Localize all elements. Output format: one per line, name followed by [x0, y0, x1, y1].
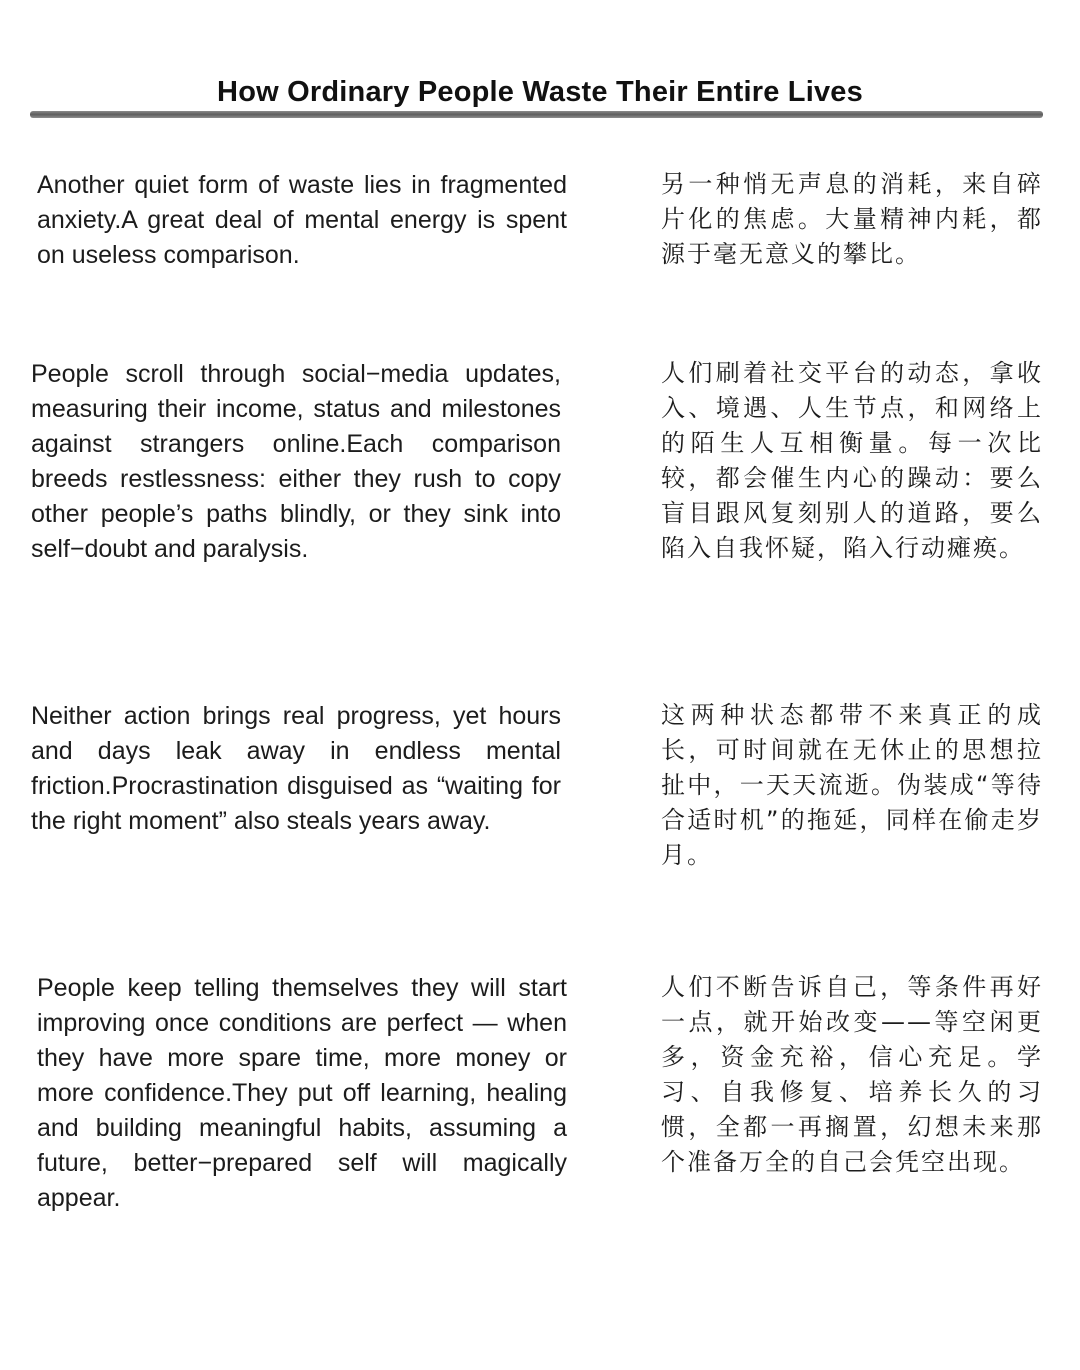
chinese-paragraph-2: 人们刷着社交平台的动态，拿收入、境遇、人生节点，和网络上的陌生人互相衡量。每一次比较，都会催生内心的躁动：要么盲目跟风复刻别人的道路，要么陷入自我怀疑，陷入行动瘫痪。: [661, 359, 1043, 562]
title-divider: [30, 111, 1043, 118]
chinese-paragraph-1: 另一种悄无声息的消耗，来自碎片化的焦虑。大量精神内耗，都源于毫无意义的攀比。: [661, 170, 1043, 268]
page-title: How Ordinary People Waste Their Entire Lives: [217, 76, 863, 108]
chinese-paragraph-4: 人们不断告诉自己，等条件再好一点，就开始改变——等空闲更多，资金充裕，信心充足。学习、自我修复、培养长久的习惯，全都一再搁置，幻想未来那个准备万全的自己会凭空出现。: [661, 973, 1043, 1176]
english-paragraph-4: People keep telling themselves they will start improving once conditions are perfect — when they have more spare time, more money or more confidence.They put off learning, healing and building meaningful habits, assuming a future, better−prepared self will magically appear.: [37, 974, 567, 1212]
english-paragraph-2: People scroll through social−media updates, measuring their income, status and milestones against strangers online.Each comparison breeds restlessness: either they rush to copy other people’s paths blindly, or they sink into self−doubt and paralysis.: [31, 360, 561, 563]
chinese-paragraph-3: 这两种状态都带不来真正的成长，可时间就在无休止的思想拉扯中，一天天流逝。伪装成“等待合适时机”的拖延，同样在偷走岁月。: [661, 701, 1043, 869]
english-paragraph-1: Another quiet form of waste lies in fragmented anxiety.A great deal of mental energy is spent on useless comparison.: [37, 171, 567, 269]
english-paragraph-3: Neither action brings real progress, yet hours and days leak away in endless mental friction.Procrastination disguised as “waiting for the right moment” also steals years away.: [31, 702, 561, 835]
